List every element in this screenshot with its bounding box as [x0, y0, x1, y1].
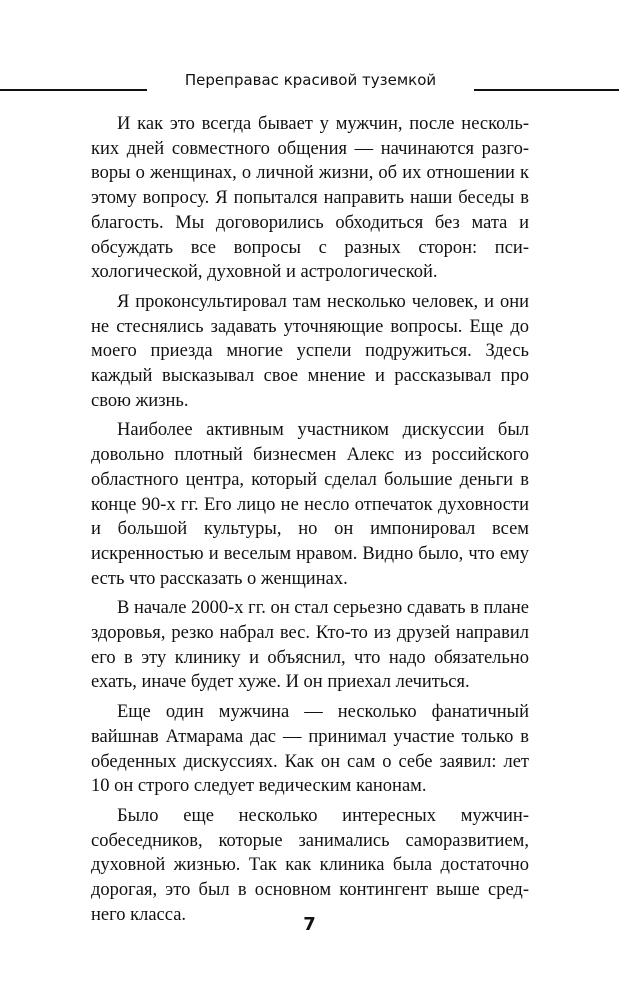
- paragraph-1: И как это всегда бывает у мужчин, после нескольких дней совместного общения — начинаются разговоры о женщинах, о личной жизни, об их отношении к этому вопросу. Я попытался направить наши беседы в благость. Мы договорились обходиться без мата и обсуждать все вопросы с разных сторон: психологической, духовной и астрологической.: [91, 114, 529, 283]
- running-header: [0, 60, 619, 100]
- paragraph-5: Еще один мужчина — несколько фанатичный вайшнав Атмарама дас — принимал участие только в обеденных дискуссиях. Как он сам о себе заявил: лет 10 он строго следует ведическим канонам.: [91, 702, 529, 797]
- paragraph-4: В начале 2000-х гг. он стал серьезно сдавать в плане здоровья, резко набрал вес. Кто-то из друзей направил его в эту клинику и объяснил, что надо обязательно ехать, иначе будет хуже. И он приехал лечиться.: [91, 598, 529, 693]
- page-number: 7: [303, 914, 316, 935]
- paragraph-6: Было еще несколько интересных мужчин-собеседников, которые занимались саморазвитием, духовной жизнью. Так как клиника была достаточно дорогая, это был в основном контингент выше среднего класса.: [91, 805, 529, 925]
- header-rule-right: [474, 89, 619, 91]
- paragraph-3: Наиболее активным участником дискуссии был довольно плотный бизнесмен Алекс из российского областного центра, который сделал большие деньги в конце 90-х гг. Его лицо не несло отпечаток духовности и большой культуры, но он импонировал всем искренностью и веселым нравом. Видно было, что ему есть что рассказать о женщинах.: [91, 420, 529, 589]
- header-rule-left: [0, 89, 147, 91]
- running-header-title: Переправас красивой туземкой: [184, 71, 437, 89]
- body-text: [91, 112, 529, 933]
- paragraph-2: Я проконсультировал там несколько человек, и они не стеснялись задавать уточняющие вопросы. Еще до моего приезда многие успели подружиться. Здесь каждый высказывал свое мнение и рассказывал про свою жизнь.: [91, 291, 529, 411]
